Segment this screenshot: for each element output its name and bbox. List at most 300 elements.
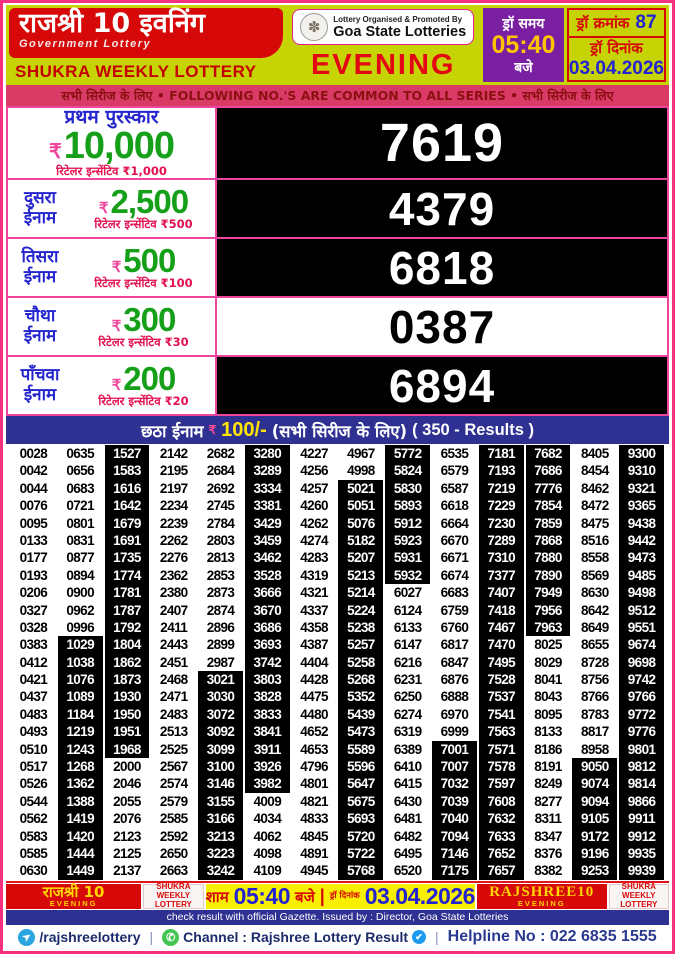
result-number: 8958 [572, 741, 617, 758]
result-number: 6124 [385, 602, 430, 619]
result-number: 2239 [151, 515, 196, 532]
result-number: 2784 [198, 515, 243, 532]
result-number: 2899 [198, 636, 243, 653]
result-number: 5439 [338, 706, 383, 723]
result-number: 2874 [198, 602, 243, 619]
result-number: 7230 [479, 515, 524, 532]
result-number: 5257 [338, 636, 383, 653]
result-number: 3099 [198, 741, 243, 758]
result-number: 5722 [338, 845, 383, 862]
result-number: 7146 [432, 845, 477, 862]
result-number: 0656 [58, 462, 103, 479]
footer-strip [6, 881, 669, 909]
result-number: 9438 [619, 515, 664, 532]
prize-2-incentive: रिटेलर इन्सेंटिव ₹500 [94, 217, 193, 232]
result-number: 2483 [151, 706, 196, 723]
prize-4-label-box: चौथा ईनाम ₹ 300 रिटेलर इन्सेंटिव ₹30 [8, 298, 217, 355]
divider: | [435, 929, 439, 945]
result-number: 4260 [292, 497, 337, 514]
result-number: 2055 [105, 793, 150, 810]
result-number: 5352 [338, 688, 383, 705]
telegram-link[interactable] [18, 929, 140, 946]
result-number: 3833 [245, 706, 290, 723]
sixth-prize-banner [6, 416, 669, 444]
result-number: 2000 [105, 758, 150, 775]
result-number: 1029 [58, 636, 103, 653]
result-number: 5772 [385, 445, 430, 462]
result-number: 1444 [58, 845, 103, 862]
result-number: 3670 [245, 602, 290, 619]
result-number: 0721 [58, 497, 103, 514]
result-number: 2468 [151, 671, 196, 688]
result-number: 0683 [58, 480, 103, 497]
result-number: 0328 [11, 619, 56, 636]
result-number: 7686 [526, 462, 571, 479]
footer-time-suffix: बजे [295, 887, 315, 906]
result-number: 9310 [619, 462, 664, 479]
result-number: 4337 [292, 602, 337, 619]
result-number: 9105 [572, 810, 617, 827]
result-number: 9912 [619, 828, 664, 845]
prize-row-2 [8, 180, 667, 239]
result-number: 0517 [11, 758, 56, 775]
result-number: 2813 [198, 549, 243, 566]
result-number: 9321 [619, 480, 664, 497]
result-number: 3828 [245, 688, 290, 705]
result-number: 3381 [245, 497, 290, 514]
footer-date: 03.04.2026 [364, 883, 475, 909]
result-number: 8728 [572, 654, 617, 671]
result-number: 7289 [479, 532, 524, 549]
result-number: 0962 [58, 602, 103, 619]
prize-1-label-box [8, 105, 217, 178]
result-number: 0493 [11, 723, 56, 740]
social-bar [6, 925, 669, 949]
result-number: 8186 [526, 741, 571, 758]
result-number: 0630 [11, 862, 56, 879]
result-number: 7608 [479, 793, 524, 810]
result-number: 2585 [151, 810, 196, 827]
result-number: 7657 [479, 862, 524, 879]
prize-1-title: प्रथम पुरस्कार [64, 105, 159, 128]
result-number: 5224 [338, 602, 383, 619]
result-number: 8766 [572, 688, 617, 705]
result-number: 8347 [526, 828, 571, 845]
result-number: 2574 [151, 775, 196, 792]
organised-by-label: Lottery Organised & Promoted By [333, 14, 463, 24]
prize-5-label-box: पाँचवा ईनाम ₹ 200 रिटेलर इन्सेंटिव ₹20 [8, 357, 217, 414]
result-number: 0421 [11, 671, 56, 688]
whatsapp-channel-link[interactable] [162, 929, 426, 946]
prize-3-winning-number: 6818 [217, 239, 667, 296]
result-number: 0206 [11, 584, 56, 601]
result-number: 7632 [479, 810, 524, 827]
result-number: 8516 [572, 532, 617, 549]
result-number: 2411 [151, 619, 196, 636]
result-number: 3155 [198, 793, 243, 810]
result-number: 7467 [479, 619, 524, 636]
prize-1-amount: 10,000 [63, 124, 174, 167]
result-number: 5830 [385, 480, 430, 497]
result-number: 2443 [151, 636, 196, 653]
result-number: 5021 [338, 480, 383, 497]
result-number: 9300 [619, 445, 664, 462]
result-number: 3841 [245, 723, 290, 740]
prize-2-label-box: दुसरा ईनाम ₹ 2,500 रिटेलर इन्सेंटिव ₹500 [8, 180, 217, 237]
result-number: 5473 [338, 723, 383, 740]
result-number: 2195 [151, 462, 196, 479]
result-number: 3686 [245, 619, 290, 636]
result-number: 7310 [479, 549, 524, 566]
result-number: 3166 [198, 810, 243, 827]
result-number: 8043 [526, 688, 571, 705]
result-number: 6670 [432, 532, 477, 549]
result-number: 6481 [385, 810, 430, 827]
result-number: 2137 [105, 862, 150, 879]
result-number: 7229 [479, 497, 524, 514]
draw-date-label: ड्रॉ दिनांक [590, 39, 643, 57]
prize-3-label-box: तिसरा ईनाम ₹ 500 रिटेलर इन्सेंटिव ₹100 [8, 239, 217, 296]
result-number: 8382 [526, 862, 571, 879]
result-number: 0437 [11, 688, 56, 705]
prize-row-1 [8, 105, 667, 180]
result-number: 7956 [526, 602, 571, 619]
result-number: 7776 [526, 480, 571, 497]
result-number: 4262 [292, 515, 337, 532]
result-number: 9772 [619, 706, 664, 723]
result-number: 9551 [619, 619, 664, 636]
result-number: 4845 [292, 828, 337, 845]
result-number: 7470 [479, 636, 524, 653]
result-number: 2197 [151, 480, 196, 497]
result-number: 5051 [338, 497, 383, 514]
result-number: 5720 [338, 828, 383, 845]
result-number: 2471 [151, 688, 196, 705]
result-number: 3666 [245, 584, 290, 601]
results-grid [6, 444, 669, 881]
prize-2-name: दुसरा [24, 187, 56, 208]
result-number: 7880 [526, 549, 571, 566]
result-number: 8454 [572, 462, 617, 479]
result-number: 5258 [338, 654, 383, 671]
result-number: 4796 [292, 758, 337, 775]
result-number: 7094 [432, 828, 477, 845]
result-number: 6520 [385, 862, 430, 879]
result-number: 2896 [198, 619, 243, 636]
result-number: 9498 [619, 584, 664, 601]
result-number: 6664 [432, 515, 477, 532]
result-number: 6587 [432, 480, 477, 497]
result-number: 2663 [151, 862, 196, 879]
footer-time: 05:40 [233, 883, 290, 909]
result-number: 9442 [619, 532, 664, 549]
result-number: 5589 [338, 741, 383, 758]
result-number: 4256 [292, 462, 337, 479]
result-number: 0996 [58, 619, 103, 636]
result-number: 8642 [572, 602, 617, 619]
result-number: 2567 [151, 758, 196, 775]
result-number: 4009 [245, 793, 290, 810]
result-number: 0383 [11, 636, 56, 653]
result-number: 6618 [432, 497, 477, 514]
prize-row-5 [8, 357, 667, 416]
result-number: 1679 [105, 515, 150, 532]
rupee-icon: ₹ [111, 259, 122, 277]
result-number: 2407 [151, 602, 196, 619]
result-number: 3072 [198, 706, 243, 723]
result-number: 3289 [245, 462, 290, 479]
telegram-icon: ➤ [20, 930, 34, 944]
result-number: 1930 [105, 688, 150, 705]
result-number: 1583 [105, 462, 150, 479]
prize-3-name: तिसरा [21, 246, 59, 267]
organiser-name: Goa State Lotteries [333, 23, 467, 40]
result-number: 8817 [572, 723, 617, 740]
result-number: 1076 [58, 671, 103, 688]
result-number: 5768 [338, 862, 383, 879]
result-number: 3030 [198, 688, 243, 705]
result-number: 9365 [619, 497, 664, 514]
result-number: 6671 [432, 549, 477, 566]
channel-label: Channel : Rajshree Lottery Result [183, 929, 408, 945]
result-number: 8191 [526, 758, 571, 775]
result-number: 4283 [292, 549, 337, 566]
result-number: 1362 [58, 775, 103, 792]
result-number: 4321 [292, 584, 337, 601]
result-number: 7193 [479, 462, 524, 479]
result-number: 0044 [11, 480, 56, 497]
sixth-prize-series-note: (सभी सिरीज के लिए) [271, 421, 408, 441]
result-number: 0583 [11, 828, 56, 845]
result-number: 6674 [432, 567, 477, 584]
result-number: 6495 [385, 845, 430, 862]
result-number: 8630 [572, 584, 617, 601]
result-number: 0877 [58, 549, 103, 566]
result-number: 7032 [432, 775, 477, 792]
result-number: 1968 [105, 741, 150, 758]
prize-5-name: पाँचवा [20, 364, 60, 385]
result-number: 6760 [432, 619, 477, 636]
result-number: 4109 [245, 862, 290, 879]
result-number: 2579 [151, 793, 196, 810]
prize-table [6, 106, 669, 416]
result-number: 5596 [338, 758, 383, 775]
result-number: 1527 [105, 445, 150, 462]
result-number: 7001 [432, 741, 477, 758]
result-number: 6250 [385, 688, 430, 705]
result-number: 1951 [105, 723, 150, 740]
result-number: 1449 [58, 862, 103, 879]
whatsapp-icon: ✆ [162, 929, 179, 946]
rupee-icon: ₹ [208, 423, 217, 437]
result-number: 6216 [385, 654, 430, 671]
result-number: 3693 [245, 636, 290, 653]
result-number: 7633 [479, 828, 524, 845]
result-number: 7541 [479, 706, 524, 723]
result-number: 1787 [105, 602, 150, 619]
result-number: 2125 [105, 845, 150, 862]
result-number: 1219 [58, 723, 103, 740]
result-number: 1388 [58, 793, 103, 810]
result-number: 4891 [292, 845, 337, 862]
brand-box [9, 8, 283, 58]
result-number: 9812 [619, 758, 664, 775]
result-number: 4062 [245, 828, 290, 845]
result-number: 2076 [105, 810, 150, 827]
prize-4-incentive: रिटेलर इन्सेंटिव ₹30 [98, 335, 189, 350]
prize-3-incentive: रिटेलर इन्सेंटिव ₹100 [94, 276, 193, 291]
rupee-icon: ₹ [98, 200, 109, 218]
result-number: 7963 [526, 619, 571, 636]
result-number: 6847 [432, 654, 477, 671]
footer-weekly-left: SHUKRA WEEKLY LOTTERY [143, 884, 203, 909]
result-number: 9512 [619, 602, 664, 619]
result-number: 6027 [385, 584, 430, 601]
prize-2-winning-number: 4379 [217, 180, 667, 237]
result-number: 3926 [245, 758, 290, 775]
footer-weekly-right: SHUKRA WEEKLY LOTTERY [609, 884, 669, 909]
result-number: 6231 [385, 671, 430, 688]
result-number: 9050 [572, 758, 617, 775]
prize-1-incentive: रिटेलर इन्सेंटिव ₹1,000 [56, 163, 167, 178]
result-number: 1268 [58, 758, 103, 775]
result-number: 7571 [479, 741, 524, 758]
result-number: 3100 [198, 758, 243, 775]
result-number: 6147 [385, 636, 430, 653]
result-number: 7578 [479, 758, 524, 775]
prize-1-winning-number: 7619 [217, 108, 667, 178]
result-number: 7219 [479, 480, 524, 497]
result-number: 5647 [338, 775, 383, 792]
result-number: 7039 [432, 793, 477, 810]
result-number: 4653 [292, 741, 337, 758]
result-number: 6274 [385, 706, 430, 723]
footer-divider: | [319, 886, 325, 906]
result-number: 7495 [479, 654, 524, 671]
result-number: 4480 [292, 706, 337, 723]
result-number: 0483 [11, 706, 56, 723]
header-brand [9, 8, 283, 82]
result-number: 1804 [105, 636, 150, 653]
rupee-icon: ₹ [111, 318, 122, 336]
result-number: 1616 [105, 480, 150, 497]
result-number: 2262 [151, 532, 196, 549]
result-number: 3242 [198, 862, 243, 879]
draw-number-label: ड्रॉ क्रमांक [576, 14, 630, 32]
result-number: 9935 [619, 845, 664, 862]
result-number: 9776 [619, 723, 664, 740]
result-number: 5693 [338, 810, 383, 827]
result-number: 0900 [58, 584, 103, 601]
prize-5-incentive: रिटेलर इन्सेंटिव ₹20 [98, 394, 189, 409]
result-number: 6535 [432, 445, 477, 462]
result-number: 4227 [292, 445, 337, 462]
result-number: 4404 [292, 654, 337, 671]
result-number: 8029 [526, 654, 571, 671]
verified-badge-icon: ✔ [412, 930, 426, 944]
result-number: 7890 [526, 567, 571, 584]
result-number: 8311 [526, 810, 571, 827]
result-number: 0028 [11, 445, 56, 462]
result-number: 3528 [245, 567, 290, 584]
result-number: 2276 [151, 549, 196, 566]
prize-4-name: चौथा [24, 305, 56, 326]
result-number: 5182 [338, 532, 383, 549]
result-number: 9911 [619, 810, 664, 827]
result-number: 2692 [198, 480, 243, 497]
government-lottery-label: Government Lottery [19, 38, 152, 51]
result-number: 0177 [11, 549, 56, 566]
result-number: 7868 [526, 532, 571, 549]
result-number: 6319 [385, 723, 430, 740]
telegram-handle: /rajshreelottery [39, 929, 141, 945]
header-center [286, 8, 480, 82]
result-number: 8475 [572, 515, 617, 532]
result-number: 7040 [432, 810, 477, 827]
draw-time-label: ड्रॉ समय [502, 15, 545, 32]
result-number: 4034 [245, 810, 290, 827]
result-number: 4801 [292, 775, 337, 792]
result-number: 0076 [11, 497, 56, 514]
lottery-title: राजश्री 10 इवनिंग [19, 8, 205, 39]
result-number: 6888 [432, 688, 477, 705]
result-number: 3146 [198, 775, 243, 792]
result-number: 4998 [338, 462, 383, 479]
result-number: 2853 [198, 567, 243, 584]
result-number: 7854 [526, 497, 571, 514]
result-number: 5076 [338, 515, 383, 532]
footer-time-prefix: शाम [205, 887, 229, 906]
result-number: 2142 [151, 445, 196, 462]
result-number: 4833 [292, 810, 337, 827]
result-number: 8558 [572, 549, 617, 566]
prize-5-amount: 200 [123, 360, 176, 398]
result-number: 3429 [245, 515, 290, 532]
result-number: 3021 [198, 671, 243, 688]
result-number: 2592 [151, 828, 196, 845]
result-number: 6876 [432, 671, 477, 688]
result-number: 7859 [526, 515, 571, 532]
result-number: 0801 [58, 515, 103, 532]
result-number: 4428 [292, 671, 337, 688]
result-number: 8041 [526, 671, 571, 688]
result-number: 4652 [292, 723, 337, 740]
draw-number-value: 87 [635, 12, 657, 33]
result-number: 7682 [526, 445, 571, 462]
result-number: 2684 [198, 462, 243, 479]
result-number: 5824 [385, 462, 430, 479]
result-number: 2525 [151, 741, 196, 758]
footer-brand-hindi: राजश्री 10 EVENING [6, 884, 141, 909]
result-number: 2650 [151, 845, 196, 862]
result-number: 9814 [619, 775, 664, 792]
result-number: 3742 [245, 654, 290, 671]
result-number: 1419 [58, 810, 103, 827]
result-number: 4358 [292, 619, 337, 636]
result-number: 0042 [11, 462, 56, 479]
result-number: 5932 [385, 567, 430, 584]
result-number: 1420 [58, 828, 103, 845]
result-number: 1792 [105, 619, 150, 636]
result-number: 6999 [432, 723, 477, 740]
result-number: 7597 [479, 775, 524, 792]
result-number: 2745 [198, 497, 243, 514]
result-number: 7007 [432, 758, 477, 775]
result-number: 7528 [479, 671, 524, 688]
result-number: 6759 [432, 602, 477, 619]
result-number: 5207 [338, 549, 383, 566]
result-number: 0544 [11, 793, 56, 810]
